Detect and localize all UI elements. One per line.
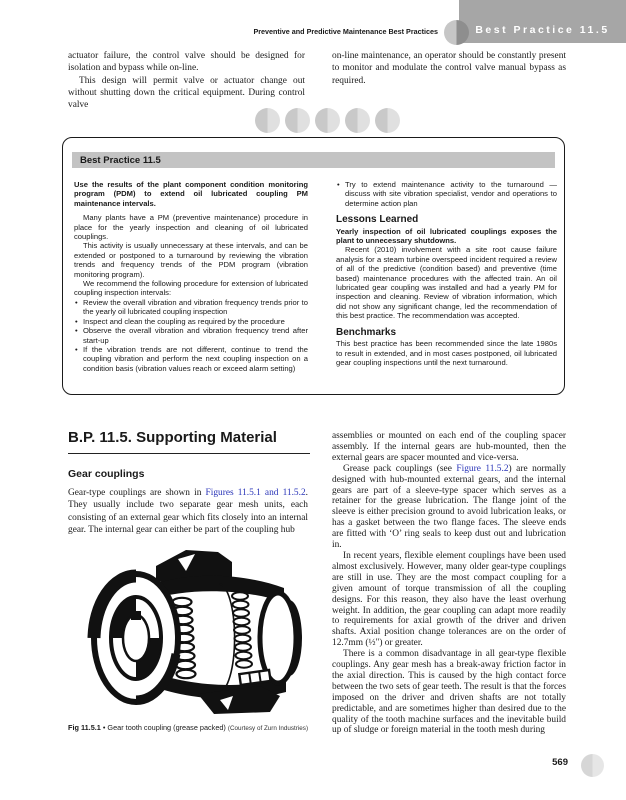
list-item: • Inspect and clean the coupling as required by the procedure (74, 317, 308, 326)
running-head: Preventive and Predictive Maintenance Best Practices (253, 27, 438, 36)
subsection-heading: Gear couplings (68, 468, 145, 480)
decorative-circle-icon (255, 108, 280, 133)
decorative-circle-icon (315, 108, 340, 133)
box-paragraph: This best practice has been recommended since the late 1980s to result in extended, and in most cases postponed, oil lubricated gear coupling inspections until the next turnaround. (336, 339, 557, 367)
body-paragraph: There is a common disadvantage in all gear-type flexible couplings. Any gear mesh has a break-away friction factor in the axial direction. This is caused by the high contact force between the two sets of gear teeth. The result is that the forces imposed on the driver and driven shafts are not totally predictable, and are sometimes higher than desired due to the quality of the tooth machine surfaces and the inevitable build up of sludge or foreign material in the tooth mesh during (332, 649, 566, 736)
list-item: • Review the overall vibration and vibration frequency trends prior to the yearly oil lubricated coupling inspection (74, 298, 308, 317)
box-statement: Use the results of the plant component condition monitoring program (PDM) to extend oil lubricated coupling PM maintenance intervals. (74, 180, 308, 208)
decorative-circle-icon (345, 108, 370, 133)
lessons-statement: Yearly inspection of oil lubricated couplings exposes the plant to unnecessary shutdowns. (336, 226, 557, 246)
section-heading: B.P. 11.5. Supporting Material (68, 429, 310, 454)
box-bullet-list (74, 298, 308, 373)
box-title-bar: Best Practice 11.5 (72, 152, 555, 168)
figure-caption (68, 723, 318, 733)
decorative-circle-icon (375, 108, 400, 133)
figure-credit: (Courtesy of Zurn Industries) (227, 725, 309, 732)
box-paragraph: Many plants have a PM (preventive maintenance) procedure in place for the yearly inspection and cleaning of oil lubricated couplings. (74, 213, 308, 242)
paragraph-text: Gear-type couplings are shown in (68, 488, 206, 498)
intro-left-column (68, 50, 305, 111)
caption-bullet-icon: • (102, 723, 106, 732)
header-tab-label: Best Practice 11.5 (475, 24, 610, 36)
decorative-circle-icon (285, 108, 310, 133)
box-paragraph: This activity is usually unnecessary at these intervals, and can be extended or postponed to a turnaround by reviewing the vibration trends and frequency trends of the PDM program (vibration monitoring program). (74, 241, 308, 279)
supporting-paragraph (68, 487, 308, 536)
intro-paragraph: This design will permit valve or actuator change out without shutting down the critical equipment. During control valve (68, 75, 305, 111)
best-practice-box (62, 137, 565, 395)
decorative-circle-row (255, 108, 400, 133)
list-item: • Try to extend maintenance activity to the turnaround — discuss with site vibration specialist, vendor and operations to determine action plan (336, 180, 557, 208)
body-paragraph: assemblies or mounted on each end of the coupling spacer assembly. If the internal gears are hub-mounted, then the external gears are spacer mounted and vice-versa. (332, 431, 566, 463)
intro-paragraph: actuator failure, the control valve should be designed for isolation and bypass while on-line. (68, 51, 305, 74)
list-item: • Observe the overall vibration and vibration frequency trend after start-up (74, 326, 308, 345)
paragraph-text: Grease pack couplings (see (343, 463, 457, 474)
figure-reference-link[interactable]: Figure 11.5.2 (456, 463, 509, 474)
gear-coupling-figure (82, 542, 310, 718)
body-right-column (332, 431, 566, 736)
box-left-column (74, 180, 308, 373)
box-right-column (336, 180, 557, 367)
figure-label: Fig 11.5.1 (68, 723, 101, 732)
decorative-circle-icon (444, 20, 469, 45)
page-number: 569 (552, 757, 568, 768)
intro-paragraph: on-line maintenance, an operator should be constantly present to monitor and modulate the control valve manual bypass as required. (332, 51, 566, 86)
decorative-circle-icon (581, 754, 604, 777)
box-paragraph: Recent (2010) involvement with a site root cause failure analysis for a steam turbine overspeed incident required a review of all of the predictive (condition based) and preventive (time based) maintenance procedures with the affected train. An oil lubricated gear coupling was installed and had a yearly PM for inspection and cleaning. Review of vibration information, which did not show any significant change, led the recommendation of this best practice. The recommendation was accepted. (336, 245, 557, 321)
paragraph-text: ) are normally designed with hub-mounted external gears, and the internal gears are part of a sleeve-type spacer which serves as a retainer for the grease lubrication. The flange joint of the sleeve is either precision ground to avoid lubrication leaks, or has a gasket between the two flange faces. The sleeve ends are fitted with ‘O’ ring seals to keep dust out and lubrication in. (332, 463, 566, 551)
list-item: • If the vibration trends are not different, continue to trend the coupling vibration and perform the next coupling inspection on a condition basis (vibration values reach or exceed alarm setting) (74, 345, 308, 373)
body-paragraph: In recent years, flexible element couplings have been used almost exclusively. However, many older gear-type couplings are still in use. They are the most compact coupling for a given amount of torque transmission of all the coupling designs. For this reason, they also have the least overhung weight. In addition, the gear coupling can adapt more readily to requirements for axial growth of the driver and driven shafts. Axial position change tolerances are on the order of 12.7mm (½") or greater. (332, 550, 566, 649)
caption-text: Gear tooth coupling (grease packed) (107, 723, 226, 732)
box-paragraph: We recommend the following procedure for extension of lubricated coupling inspection intervals: (74, 279, 308, 298)
body-paragraph (332, 464, 566, 551)
box-bullet-list (336, 180, 557, 208)
figure-reference-link[interactable]: Figures 11.5.1 and 11.5.2 (205, 488, 306, 498)
header-tab (459, 0, 626, 43)
benchmarks-heading: Benchmarks (336, 326, 397, 338)
intro-right-column (332, 50, 566, 87)
lessons-learned-heading: Lessons Learned (336, 214, 419, 226)
gear-coupling-illustration (82, 542, 310, 718)
paragraph-text: . They usually include two separate gear mesh units, each consisting of an external gear which fits closely into an internal gear. The internal gear can either be part of the coupling hub (68, 488, 308, 535)
